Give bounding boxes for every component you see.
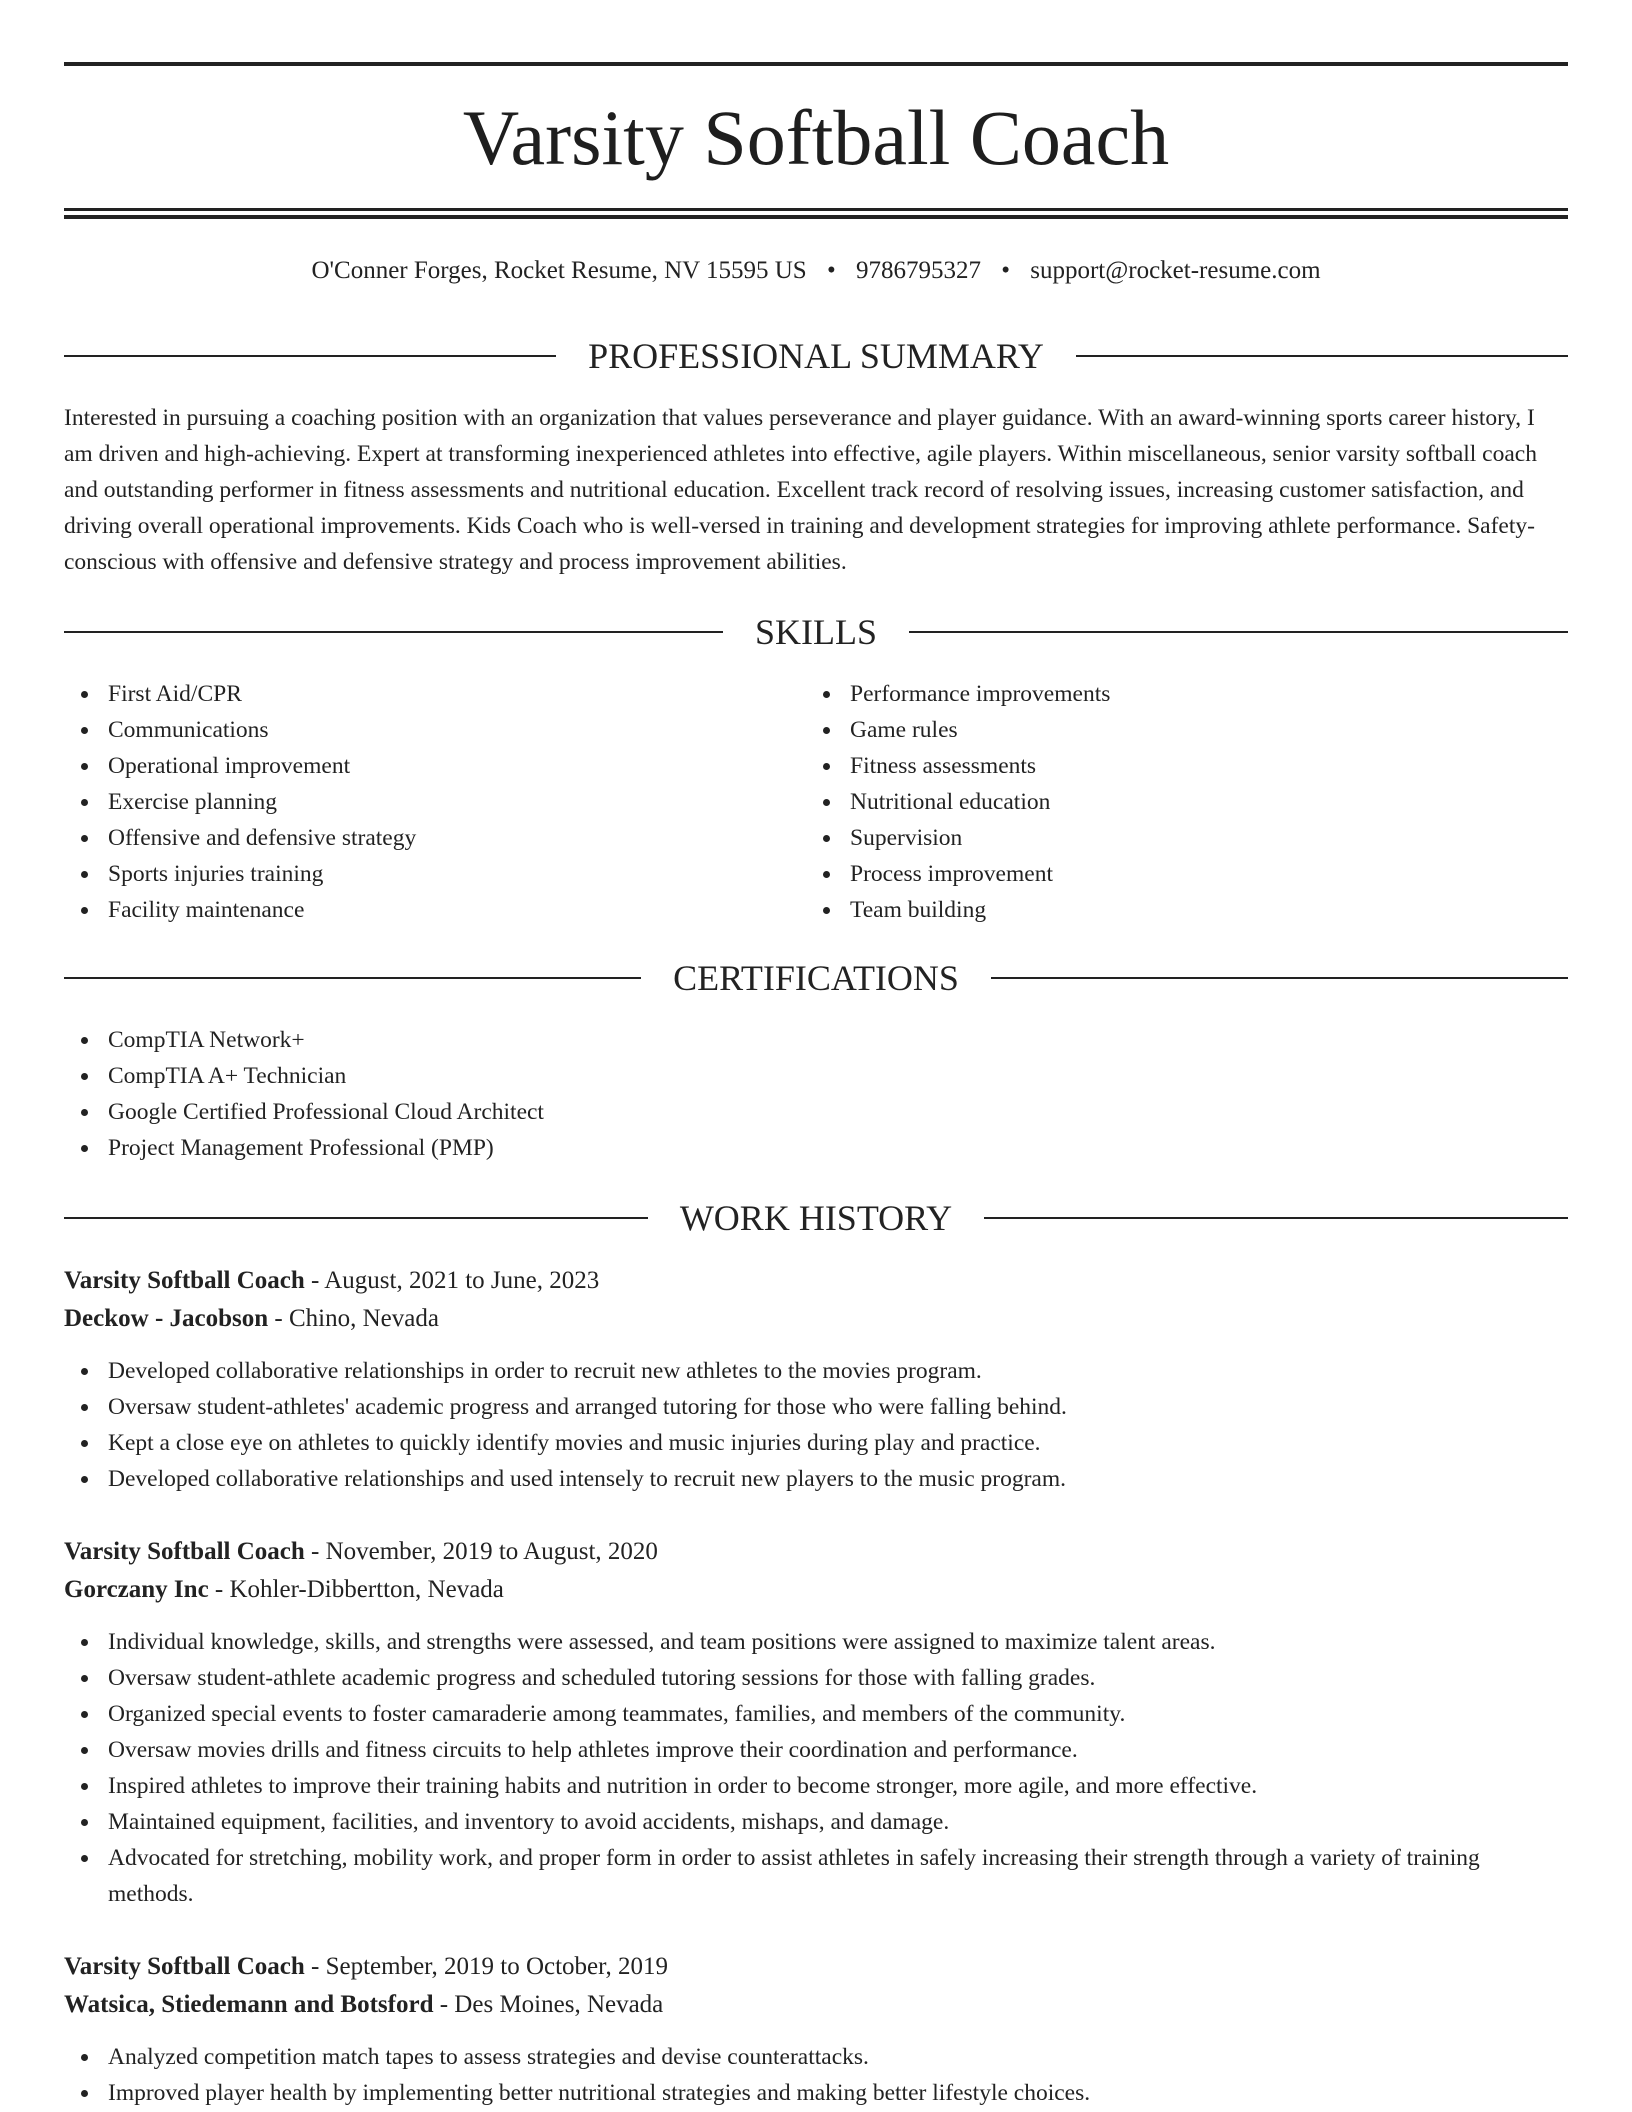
job-entry (64, 1948, 1568, 2111)
skills-list-right (806, 676, 1566, 928)
section-heading-certifications (64, 956, 1568, 1000)
contact-separator: • (826, 257, 836, 284)
skill-item: First Aid/CPR (64, 676, 804, 712)
job-company: Gorczany Inc (64, 1576, 209, 1603)
skill-item: Performance improvements (806, 676, 1566, 712)
job-bullets (64, 1624, 1568, 1912)
contact-separator: • (1001, 257, 1010, 284)
skill-item: Game rules (806, 712, 1566, 748)
certifications-list (64, 1022, 1568, 1166)
job-bullets (64, 1353, 1568, 1497)
section-heading-work-history (64, 1196, 1568, 1240)
section-heading-summary (64, 334, 1568, 378)
job-title-line (64, 1262, 1568, 1300)
job-location: - Des Moines, Nevada (433, 1991, 664, 2018)
skill-item: Team building (806, 892, 1566, 928)
job-bullet: Developed collaborative relationships and used intensely to recruit new players to the music program. (64, 1461, 1568, 1497)
job-bullet: Individual knowledge, skills, and strengths were assessed, and team positions were assigned to maximize talent areas. (64, 1624, 1568, 1660)
job-bullet: Oversaw student-athlete academic progress and scheduled tutoring sessions for those with falling grades. (64, 1660, 1568, 1696)
skill-item: Communications (64, 712, 804, 748)
contact-phone: 9786795327 (855, 257, 981, 284)
job-dates: - September, 2019 to October, 2019 (304, 1953, 668, 1980)
job-company: Watsica, Stiedemann and Botsford (64, 1991, 434, 2018)
header-double-rule-upper (64, 208, 1568, 211)
skills-list-left (64, 676, 804, 928)
skill-item: Sports injuries training (64, 856, 804, 892)
certification-item: CompTIA A+ Technician (64, 1058, 1568, 1094)
section-heading-skills (64, 610, 1568, 654)
job-company-line (64, 1986, 1568, 2024)
section-rule-right (984, 1217, 1568, 1219)
job-bullet: Kept a close eye on athletes to quickly identify movies and music injuries during play and practice. (64, 1425, 1568, 1461)
section-title-summary: PROFESSIONAL SUMMARY (588, 336, 1044, 376)
job-bullet: Oversaw movies drills and fitness circuits to help athletes improve their coordination and performance. (64, 1732, 1568, 1768)
job-dates: - November, 2019 to August, 2020 (304, 1538, 658, 1565)
job-entry (64, 1533, 1568, 1912)
section-title-skills: SKILLS (755, 612, 878, 652)
header-double-rule-lower (64, 215, 1568, 219)
skill-item: Exercise planning (64, 784, 804, 820)
job-location: - Kohler-Dibbertton, Nevada (208, 1576, 504, 1603)
section-rule-right (1076, 355, 1568, 357)
job-bullet: Developed collaborative relationships in order to recruit new athletes to the movies program. (64, 1353, 1568, 1389)
job-company-line (64, 1300, 1568, 1338)
job-entry (64, 1262, 1568, 1497)
job-bullets (64, 2039, 1568, 2111)
job-company-line (64, 1571, 1568, 1609)
skill-item: Offensive and defensive strategy (64, 820, 804, 856)
certification-item: CompTIA Network+ (64, 1022, 1568, 1058)
job-title: Varsity Softball Coach (64, 1538, 305, 1565)
job-bullet: Advocated for stretching, mobility work, and proper form in order to assist athletes in safely increasing their strength through a variety of training methods. (64, 1840, 1568, 1912)
job-title: Varsity Softball Coach (64, 1267, 305, 1294)
job-bullet: Analyzed competition match tapes to assess strategies and devise counterattacks. (64, 2039, 1568, 2075)
section-rule-left (64, 631, 723, 633)
job-location: - Chino, Nevada (268, 1305, 439, 1332)
job-bullet: Improved player health by implementing better nutritional strategies and making better lifestyle choices. (64, 2075, 1568, 2111)
section-rule-left (64, 977, 641, 979)
certification-item: Project Management Professional (PMP) (64, 1130, 1568, 1166)
certification-item: Google Certified Professional Cloud Architect (64, 1094, 1568, 1130)
skill-item: Nutritional education (806, 784, 1566, 820)
skill-item: Operational improvement (64, 748, 804, 784)
job-bullet: Organized special events to foster camaraderie among teammates, families, and members of the community. (64, 1696, 1568, 1732)
job-bullet: Oversaw student-athletes' academic progress and arranged tutoring for those who were falling behind. (64, 1389, 1568, 1425)
job-title-line (64, 1533, 1568, 1571)
job-company: Deckow - Jacobson (64, 1305, 269, 1332)
section-rule-left (64, 1217, 648, 1219)
job-dates: - August, 2021 to June, 2023 (304, 1267, 600, 1294)
skill-item: Fitness assessments (806, 748, 1566, 784)
section-rule-left (64, 355, 556, 357)
job-bullet: Inspired athletes to improve their training habits and nutrition in order to become stronger, more agile, and more effective. (64, 1768, 1568, 1804)
contact-info (64, 254, 1568, 288)
section-title-certifications: CERTIFICATIONS (673, 958, 959, 998)
resume-name: Varsity Softball Coach (462, 94, 1170, 181)
contact-address: O'Conner Forges, Rocket Resume, NV 15595 US (311, 257, 807, 284)
header-top-rule (64, 62, 1568, 66)
section-title-work-history: WORK HISTORY (679, 1198, 953, 1238)
section-rule-right (991, 977, 1568, 979)
skill-item: Process improvement (806, 856, 1566, 892)
job-bullet: Maintained equipment, facilities, and inventory to avoid accidents, mishaps, and damage. (64, 1804, 1568, 1840)
section-rule-right (909, 631, 1568, 633)
job-title-line (64, 1948, 1568, 1986)
skill-item: Facility maintenance (64, 892, 804, 928)
job-title: Varsity Softball Coach (64, 1953, 305, 1980)
contact-email: support@rocket-resume.com (1030, 257, 1321, 284)
summary-text: Interested in pursuing a coaching position with an organization that values perseverance and player guidance. With an award-winning sports career history, I am driven and high-achieving. Expert at transforming inexperienced athletes into effective, agile players. Within miscellaneous, senior varsity softball coach and outstanding performer in fitness assessments and nutritional education. Excellent track record of resolving issues, increasing customer satisfaction, and driving overall operational improvements. Kids Coach who is well-versed in training and development strategies for improving athlete performance. Safety-conscious with offensive and defensive strategy and process improvement abilities. (64, 405, 1537, 575)
skill-item: Supervision (806, 820, 1566, 856)
